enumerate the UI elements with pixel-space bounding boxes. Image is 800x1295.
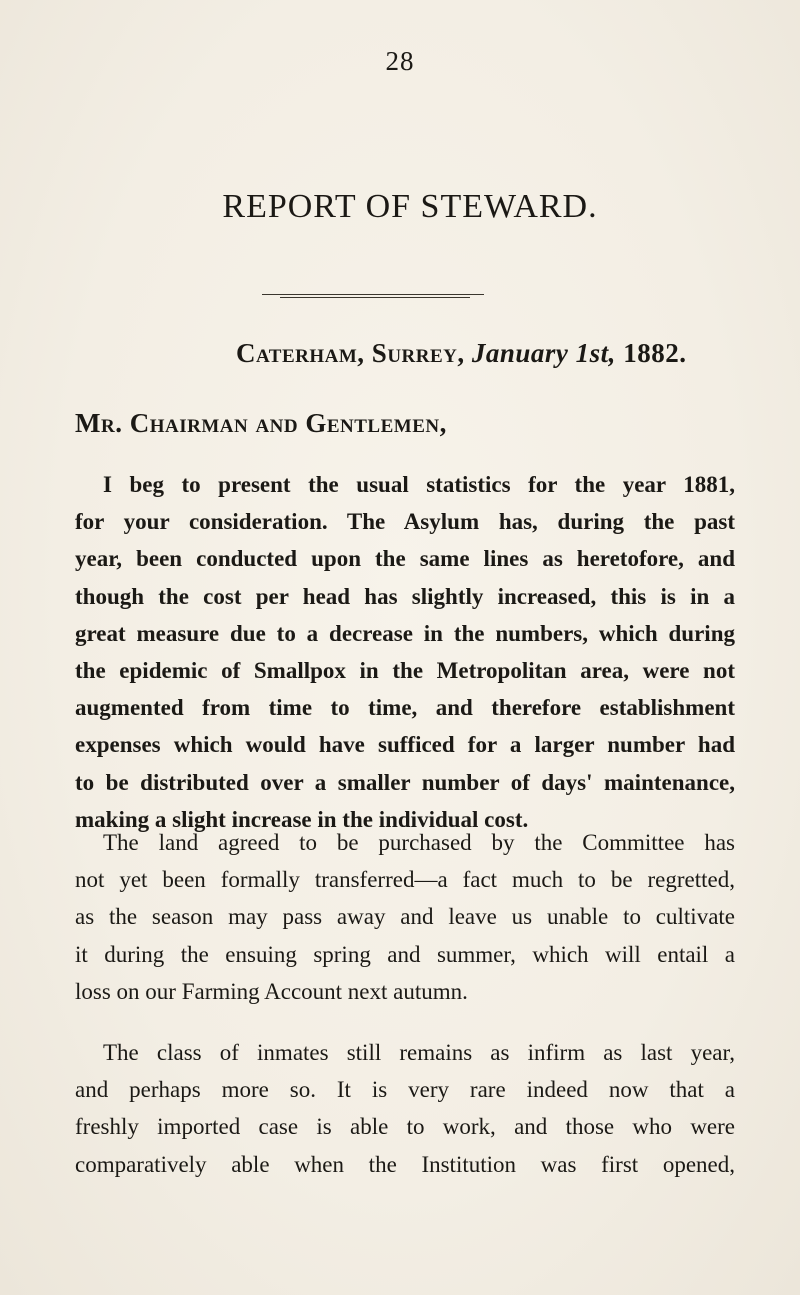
paragraph-line: making a slight increase in the individual cost. xyxy=(75,806,529,832)
paragraph-line: freshly imported case is able to work, and those who were xyxy=(75,1114,735,1140)
paragraph-line: though the cost per head has slightly increased, this is in a xyxy=(75,583,735,609)
dateline-place: Caterham, Surrey, xyxy=(236,338,465,368)
paragraph-inmates xyxy=(75,1034,735,1183)
paragraph-line: The class of inmates still remains as infirm as last year, xyxy=(103,1040,735,1065)
paragraph-line: not yet been formally transferred—a fact much to be regretted, xyxy=(75,867,735,893)
paragraph-line: it during the ensuing spring and summer, which will entail a xyxy=(75,941,735,967)
paragraph-line: augmented from time to time, and therefore establishment xyxy=(75,695,735,721)
paragraph-line: for your consideration. The Asylum has, during the past xyxy=(75,509,735,535)
paragraph-line: I beg to present the usual statistics for the year 1881, xyxy=(103,472,735,497)
paragraph-line: The land agreed to be purchased by the Committee has xyxy=(103,830,735,855)
paragraph-line: great measure due to a decrease in the numbers, which during xyxy=(75,620,735,646)
paragraph-line: year, been conducted upon the same lines as heretofore, and xyxy=(75,546,735,572)
paragraph-line: and perhaps more so. It is very rare indeed now that a xyxy=(75,1077,735,1103)
title-divider-lower xyxy=(280,297,470,298)
paragraph-line: loss on our Farming Account next autumn. xyxy=(75,978,468,1004)
paragraph-statistics xyxy=(75,466,735,838)
paragraph-line: as the season may pass away and leave us unable to cultivate xyxy=(75,904,735,930)
paragraph-line: comparatively able when the Institution was first opened, xyxy=(75,1151,735,1177)
salutation: Mr. Chairman and Gentlemen, xyxy=(75,408,447,438)
paragraph-line: the epidemic of Smallpox in the Metropolitan area, were not xyxy=(75,657,735,683)
page-number: 28 xyxy=(385,46,415,76)
paragraph-land xyxy=(75,824,735,1010)
report-title: REPORT OF STEWARD. xyxy=(222,188,598,225)
dateline xyxy=(236,338,736,369)
dateline-year: 1882. xyxy=(623,338,687,368)
title-divider xyxy=(262,294,484,295)
paragraph-line: expenses which would have sufficed for a larger number had xyxy=(75,732,735,758)
paragraph-line: to be distributed over a smaller number of days' maintenance, xyxy=(75,769,735,795)
dateline-date: January 1st, xyxy=(471,338,616,368)
